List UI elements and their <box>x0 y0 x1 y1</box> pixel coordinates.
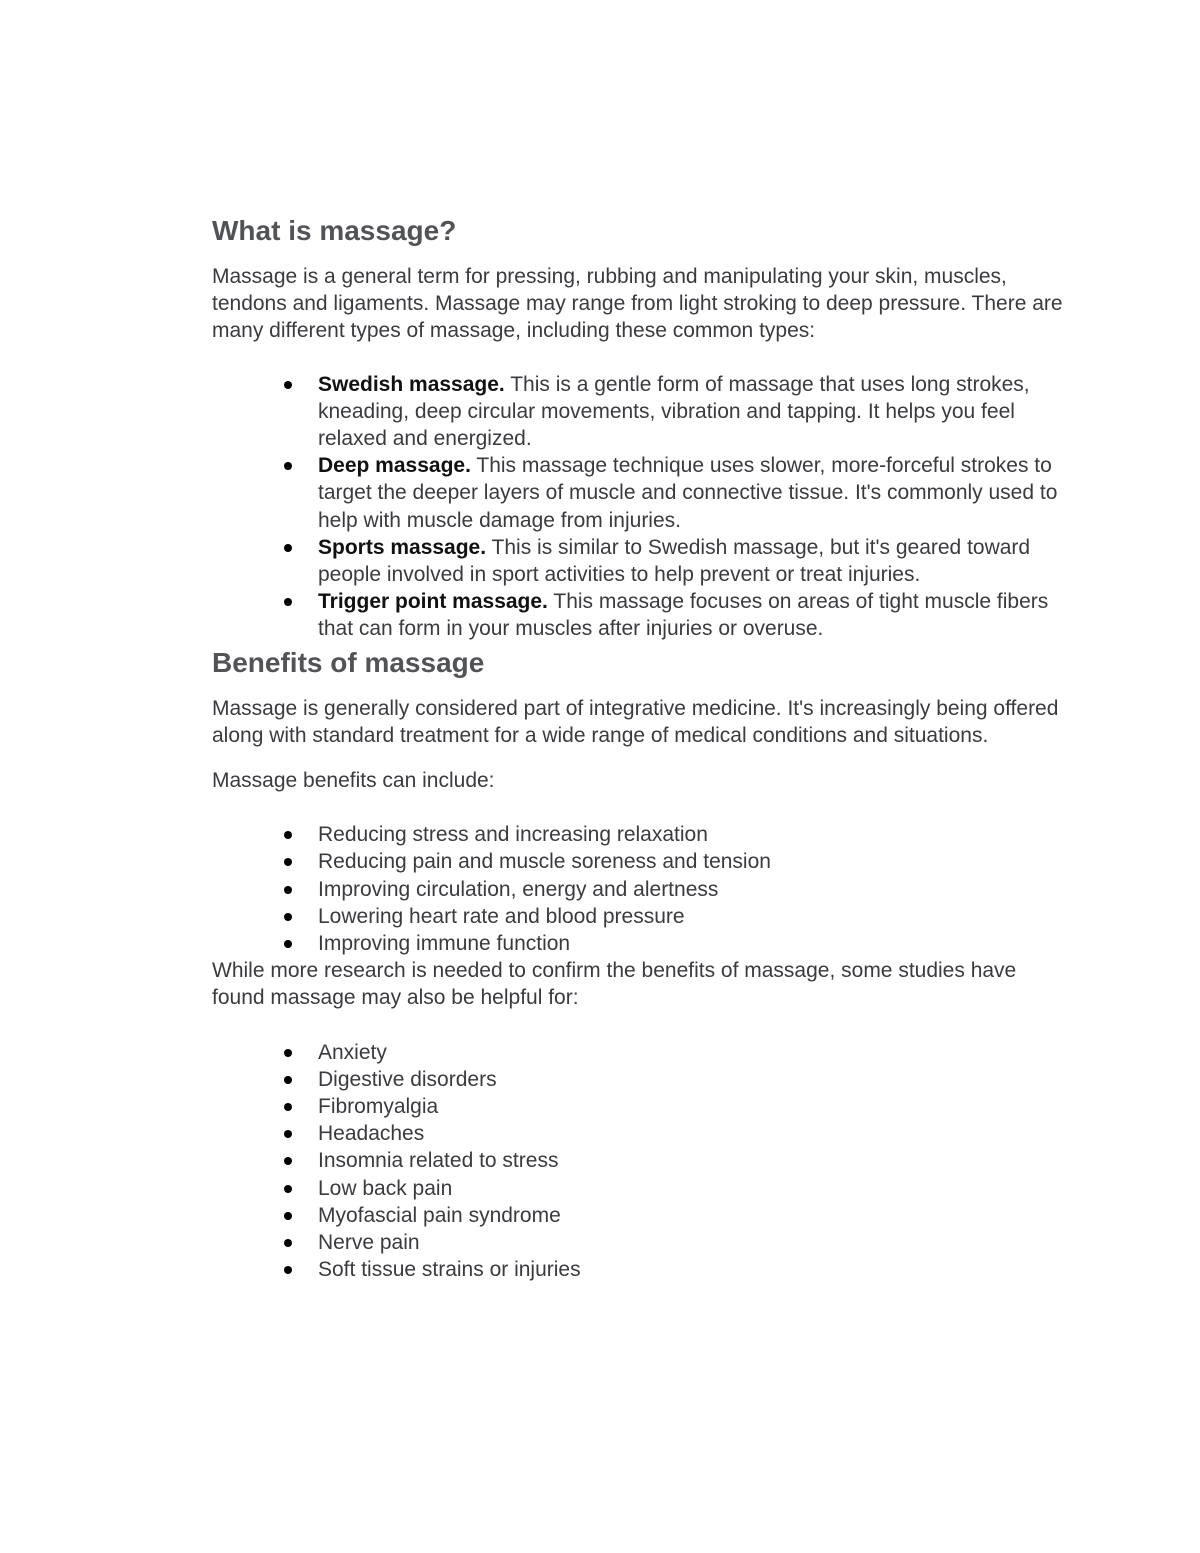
massage-types-list <box>212 371 1072 643</box>
bullet-icon <box>284 1076 292 1084</box>
bullet-icon <box>284 858 292 866</box>
list-item <box>318 930 1072 957</box>
list-item <box>318 1147 1072 1174</box>
benefits-intro-paragraph: Massage is generally considered part of integrative medicine. It's increasingly being offered along with standard treatment for a wide range of medical conditions and situations. <box>212 696 1059 747</box>
list-item <box>318 1093 1072 1120</box>
massage-type-term: Swedish massage. <box>318 372 505 396</box>
document-content <box>212 211 1072 1284</box>
list-item <box>318 1229 1072 1256</box>
condition-text: Nerve pain <box>318 1231 420 1255</box>
list-item <box>318 371 1072 453</box>
bullet-icon <box>284 1185 292 1193</box>
benefit-text: Improving circulation, energy and alertness <box>318 877 719 901</box>
conditions-list <box>212 1039 1072 1284</box>
heading-what-is-massage: What is massage? <box>212 215 457 246</box>
condition-text: Headaches <box>318 1122 425 1146</box>
bullet-icon <box>284 1049 292 1057</box>
list-item <box>318 1202 1072 1229</box>
condition-text: Soft tissue strains or injuries <box>318 1258 581 1282</box>
bullet-icon <box>284 940 292 948</box>
bullet-icon <box>284 462 292 470</box>
list-item <box>318 1039 1072 1066</box>
list-item <box>318 903 1072 930</box>
massage-type-term: Trigger point massage. <box>318 590 548 614</box>
bullet-icon <box>284 381 292 389</box>
massage-type-description: This is a gentle form of massage that uses long strokes, kneading, deep circular movements, vibration and tapping. It helps you feel relaxed and energized. <box>318 372 1030 451</box>
condition-text: Insomnia related to stress <box>318 1149 559 1173</box>
list-item <box>318 534 1072 588</box>
benefits-list <box>212 821 1072 957</box>
bullet-icon <box>284 1239 292 1247</box>
benefit-text: Improving immune function <box>318 932 571 956</box>
bullet-icon <box>284 598 292 606</box>
benefit-text: Reducing stress and increasing relaxation <box>318 823 708 847</box>
condition-text: Digestive disorders <box>318 1067 497 1091</box>
condition-text: Fibromyalgia <box>318 1095 439 1119</box>
condition-text: Anxiety <box>318 1040 387 1064</box>
list-item <box>318 821 1072 848</box>
list-item <box>318 848 1072 875</box>
bullet-icon <box>284 1266 292 1274</box>
condition-text: Low back pain <box>318 1176 453 1200</box>
list-item <box>318 452 1072 534</box>
intro-paragraph: Massage is a general term for pressing, rubbing and manipulating your skin, muscles, tendons and ligaments. Massage may range from light stroking to deep pressure. There are many different types of massage, including these common types: <box>212 265 1063 343</box>
bullet-icon <box>284 1130 292 1138</box>
bullet-icon <box>284 886 292 894</box>
massage-type-term: Sports massage. <box>318 535 487 559</box>
bullet-icon <box>284 1212 292 1220</box>
bullet-icon <box>284 544 292 552</box>
massage-type-description: This massage focuses on areas of tight muscle fibers that can form in your muscles after injuries or overuse. <box>318 590 1049 641</box>
benefit-text: Lowering heart rate and blood pressure <box>318 904 685 928</box>
list-item <box>318 588 1072 642</box>
massage-type-description: This massage technique uses slower, more-forceful strokes to target the deeper layers of muscle and connective tissue. It's commonly used to help with muscle damage from injuries. <box>318 454 1058 532</box>
benefit-text: Reducing pain and muscle soreness and tension <box>318 850 771 874</box>
benefits-lead-paragraph: Massage benefits can include: <box>212 769 495 793</box>
bullet-icon <box>284 1157 292 1165</box>
list-item <box>318 1120 1072 1147</box>
heading-benefits-of-massage: Benefits of massage <box>212 646 485 678</box>
massage-type-description: This is similar to Swedish massage, but it's geared toward people involved in sport activities to help prevent or treat injuries. <box>318 535 1031 587</box>
bullet-icon <box>284 913 292 921</box>
list-item <box>318 1256 1072 1283</box>
condition-text: Myofascial pain syndrome <box>318 1203 561 1227</box>
list-item <box>318 876 1072 903</box>
research-paragraph: While more research is needed to confirm the benefits of massage, some studies have found massage may also be helpful for: <box>212 959 1017 1010</box>
bullet-icon <box>284 1103 292 1111</box>
list-item <box>318 1066 1072 1093</box>
bullet-icon <box>284 831 292 839</box>
massage-type-term: Deep massage. <box>318 454 471 478</box>
list-item <box>318 1175 1072 1202</box>
